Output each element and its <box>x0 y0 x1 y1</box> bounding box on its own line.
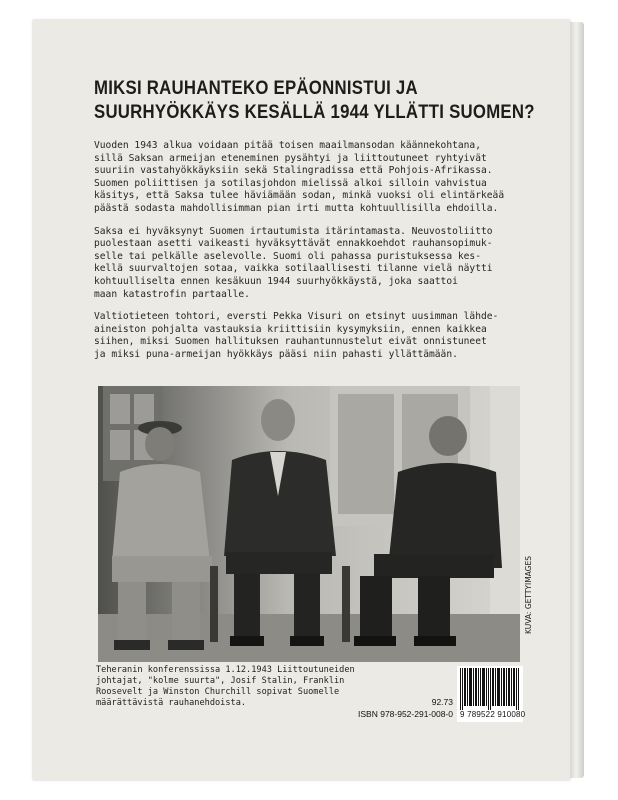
text-line: Saksa ei hyväksynyt Suomen irtautumista itärintamasta. Neuvostoliitto <box>94 225 493 237</box>
text-line: käsitys, että Saksa tulee häviämään sodan, minkä vuoksi oli elintärkeää <box>94 190 505 202</box>
caption-line: määrättävistä rauhanehdoista. <box>96 698 247 708</box>
isbn-text: ISBN 978-952-291-008-0 <box>358 709 453 719</box>
blurb <box>94 140 534 372</box>
text-line: siihen, miksi Suomen hallituksen rauhantunnustelut eivät onnistuneet <box>94 336 487 348</box>
blurb-paragraph-1 <box>94 140 534 216</box>
caption-line: Roosevelt ja Winston Churchill sopivat Suomelle <box>96 687 340 697</box>
text-line: päästä sodasta mahdollisimman pian irti mutta kohtuullisilla ehdoilla. <box>94 202 499 214</box>
caption-line: Teheranin konferenssissa 1.12.1943 Liittoutuneiden <box>96 665 355 675</box>
text-line: Vuoden 1943 alkua voidaan pitää toisen maailmansodan käännekohtana, <box>94 140 481 151</box>
headline <box>94 76 535 124</box>
text-line: maan katastrofin partaalle. <box>94 288 250 300</box>
photo-illustration <box>98 386 520 662</box>
barcode-digits: 9 789522 910080 <box>460 710 526 719</box>
text-line: sillä Saksan armeijan eteneminen pysähtyi ja liittoutuneet ryhtyivät <box>94 152 487 164</box>
historical-photo <box>98 386 520 662</box>
headline-line-1: MIKSI RAUHANTEKO EPÄONNISTUI JA <box>94 77 418 99</box>
text-line: ja miksi puna-armeijan hyökkäys pääsi niin pahasti yllättämään. <box>94 348 458 360</box>
text-line: suuriin vastahyökkäyksiin sekä Stalingradissa että Pohjois-Afrikassa. <box>94 165 493 177</box>
photo-credit-text: KUVA: GETTYIMAGES <box>523 556 533 634</box>
caption-line: johtajat, "kolme suurta", Josif Stalin, Franklin <box>96 676 345 686</box>
text-line: Valtiotieteen tohtori, eversti Pekka Visuri on etsinyt uusimman lähde- <box>94 311 499 323</box>
text-line: Suomen poliittisen ja sotilasjohdon mielissä alkoi silloin vahvistua <box>94 177 487 189</box>
text-line: kellä suurvaltojen sotaa, vaikka sotilaallisesti tilanne vielä näytti <box>94 263 493 275</box>
text-line: selle tai pelkälle aselevolle. Suomi oli pahassa puristuksessa kes- <box>94 250 481 262</box>
book-spine <box>570 22 584 778</box>
text-line: kohtuulliselta ennen kesäkuun 1944 suurhyökkäystä, joka saattoi <box>94 275 458 287</box>
text-line: puolestaan asetti vaikeasti hyväksyttävät ennakkoehdot rauhansopimuk- <box>94 238 493 250</box>
blurb-paragraph-2 <box>94 226 534 302</box>
price-code: 92.73 <box>431 697 453 707</box>
text-line: aineiston pohjalta vastauksia kriittisiin kysymyksiin, ennen kaikkea <box>94 323 487 335</box>
blurb-paragraph-3 <box>94 311 534 361</box>
photo-credit <box>521 530 535 660</box>
barcode <box>457 666 526 722</box>
barcode-bars <box>460 668 520 710</box>
headline-line-2: SUURHYÖKKÄYS KESÄLLÄ 1944 YLLÄTTI SUOMEN? <box>94 101 535 123</box>
